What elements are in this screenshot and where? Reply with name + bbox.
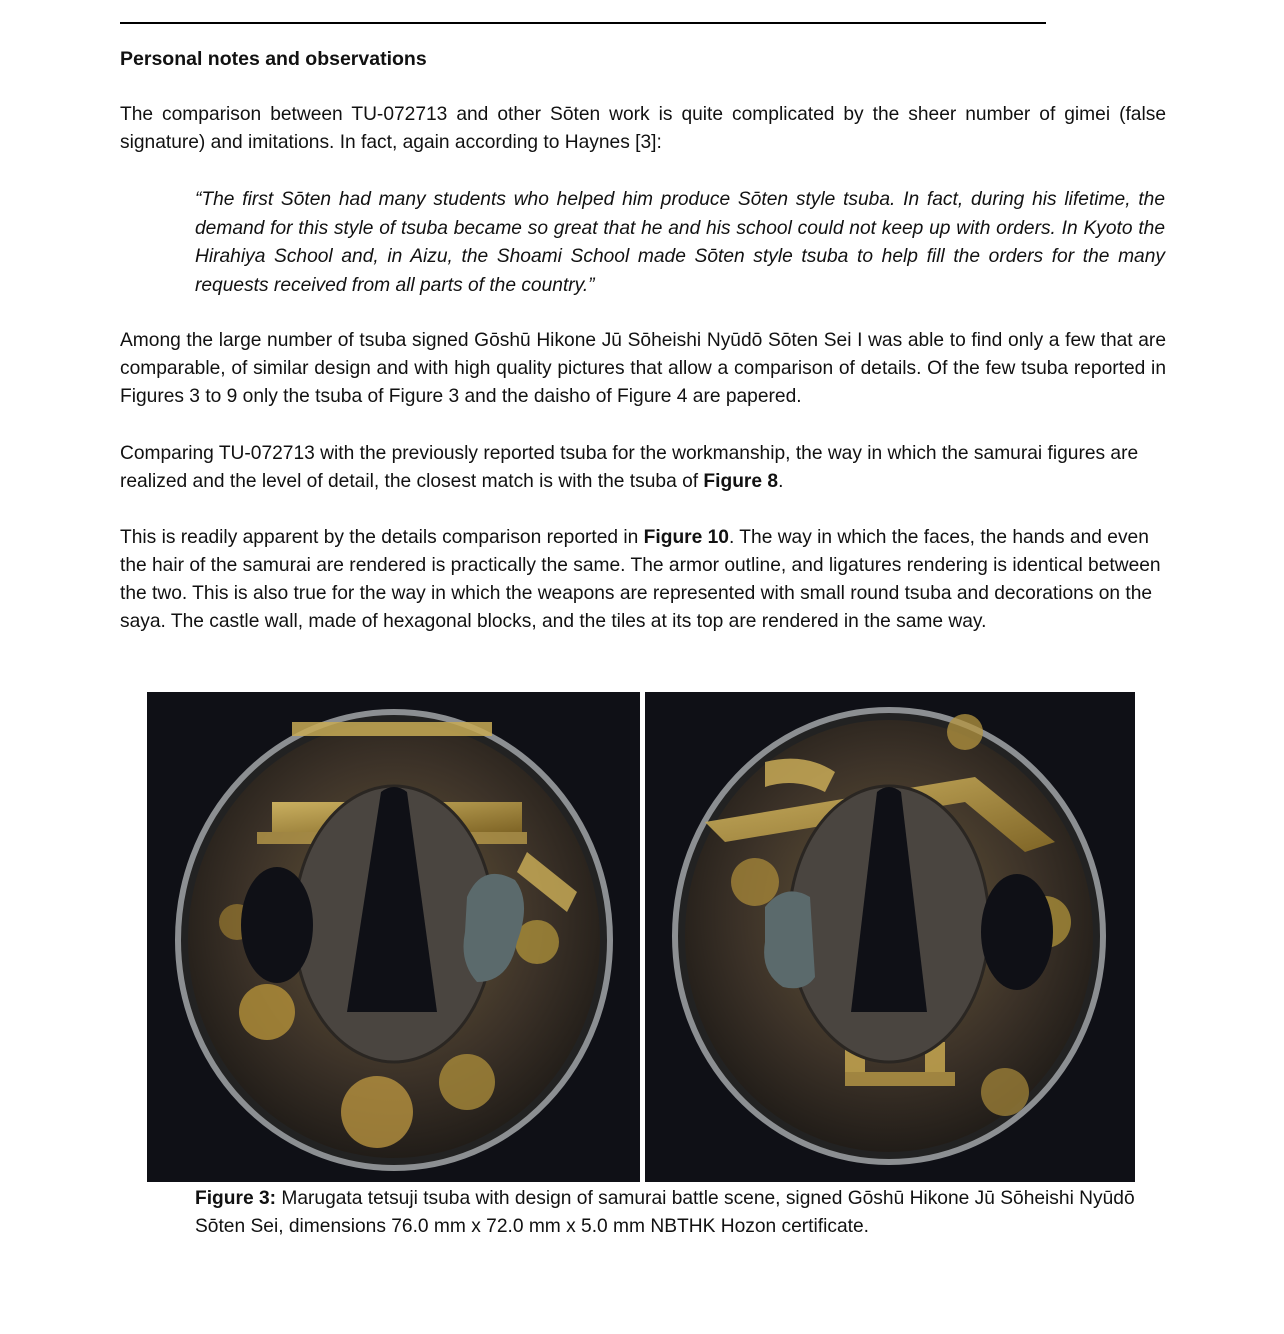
caption-label: Figure 3: xyxy=(195,1188,277,1209)
paragraph-text: This is readily apparent by the details comparison reported in xyxy=(120,527,644,548)
figure-8-reference: Figure 8 xyxy=(703,471,779,492)
header-rule-left xyxy=(120,22,774,24)
section-heading: Personal notes and observations xyxy=(120,48,427,70)
paragraph-text-end: . xyxy=(778,471,784,492)
paragraph-text: Comparing TU-072713 with the previously reported tsuba for the workmanship, the way in which the samurai figures are realized and the level of detail, the closest match is with the tsuba of xyxy=(120,443,1139,492)
header-rule-right xyxy=(774,22,1046,24)
figure-3-caption xyxy=(195,1185,1165,1241)
paragraph-details-comparison xyxy=(120,524,1166,636)
paragraph-text-end: . The way in which the faces, the hands and even the hair of the samurai are rendered is practically the same. The armor outline, and ligatures rendering is identical between the two. This is also true for the way in which the weapons are represented with small round tsuba and decorations on the saya. The castle wall, made of hexagonal blocks, and the tiles at its top are rendered in the same way. xyxy=(120,527,1161,632)
paragraph-signed-tsuba: Among the large number of tsuba signed Gōshū Hikone Jū Sōheishi Nyūdō Sōten Sei I was able to find only a few that are comparable, of similar design and with high quality pictures that allow a comparison of details. Of the few tsuba reported in Figures 3 to 9 only the tsuba of Figure 3 and the daisho of Figure 4 are papered. xyxy=(120,330,1166,407)
paragraph-comparison: The comparison between TU-072713 and other Sōten work is quite complicated by the sheer number of gimei (false signature) and imitations. In fact, again according to Haynes [3]: xyxy=(120,104,1166,153)
haynes-quote: “The first Sōten had many students who helped him produce Sōten style tsuba. In fact, during his lifetime, the demand for this style of tsuba became so great that he and his school could not keep up with orders. In Kyoto the Hirahiya School and, in Aizu, the Shoami School made Sōten style tsuba to help fill the orders for the many requests received from all parts of the country.” xyxy=(195,189,1165,296)
paragraph-closest-match xyxy=(120,440,1166,496)
caption-text: Marugata tetsuji tsuba with design of samurai battle scene, signed Gōshū Hikone Jū Sōheishi Nyūdō Sōten Sei, dimensions 76.0 mm x 72.0 mm x 5.0 mm NBTHK Hozon certificate. xyxy=(195,1188,1135,1237)
tsuba-photo-back xyxy=(645,692,1135,1182)
tsuba-front-illustration xyxy=(147,692,640,1182)
tsuba-photo-front xyxy=(147,692,640,1182)
tsuba-back-illustration xyxy=(645,692,1135,1182)
figure-10-reference: Figure 10 xyxy=(643,527,729,548)
